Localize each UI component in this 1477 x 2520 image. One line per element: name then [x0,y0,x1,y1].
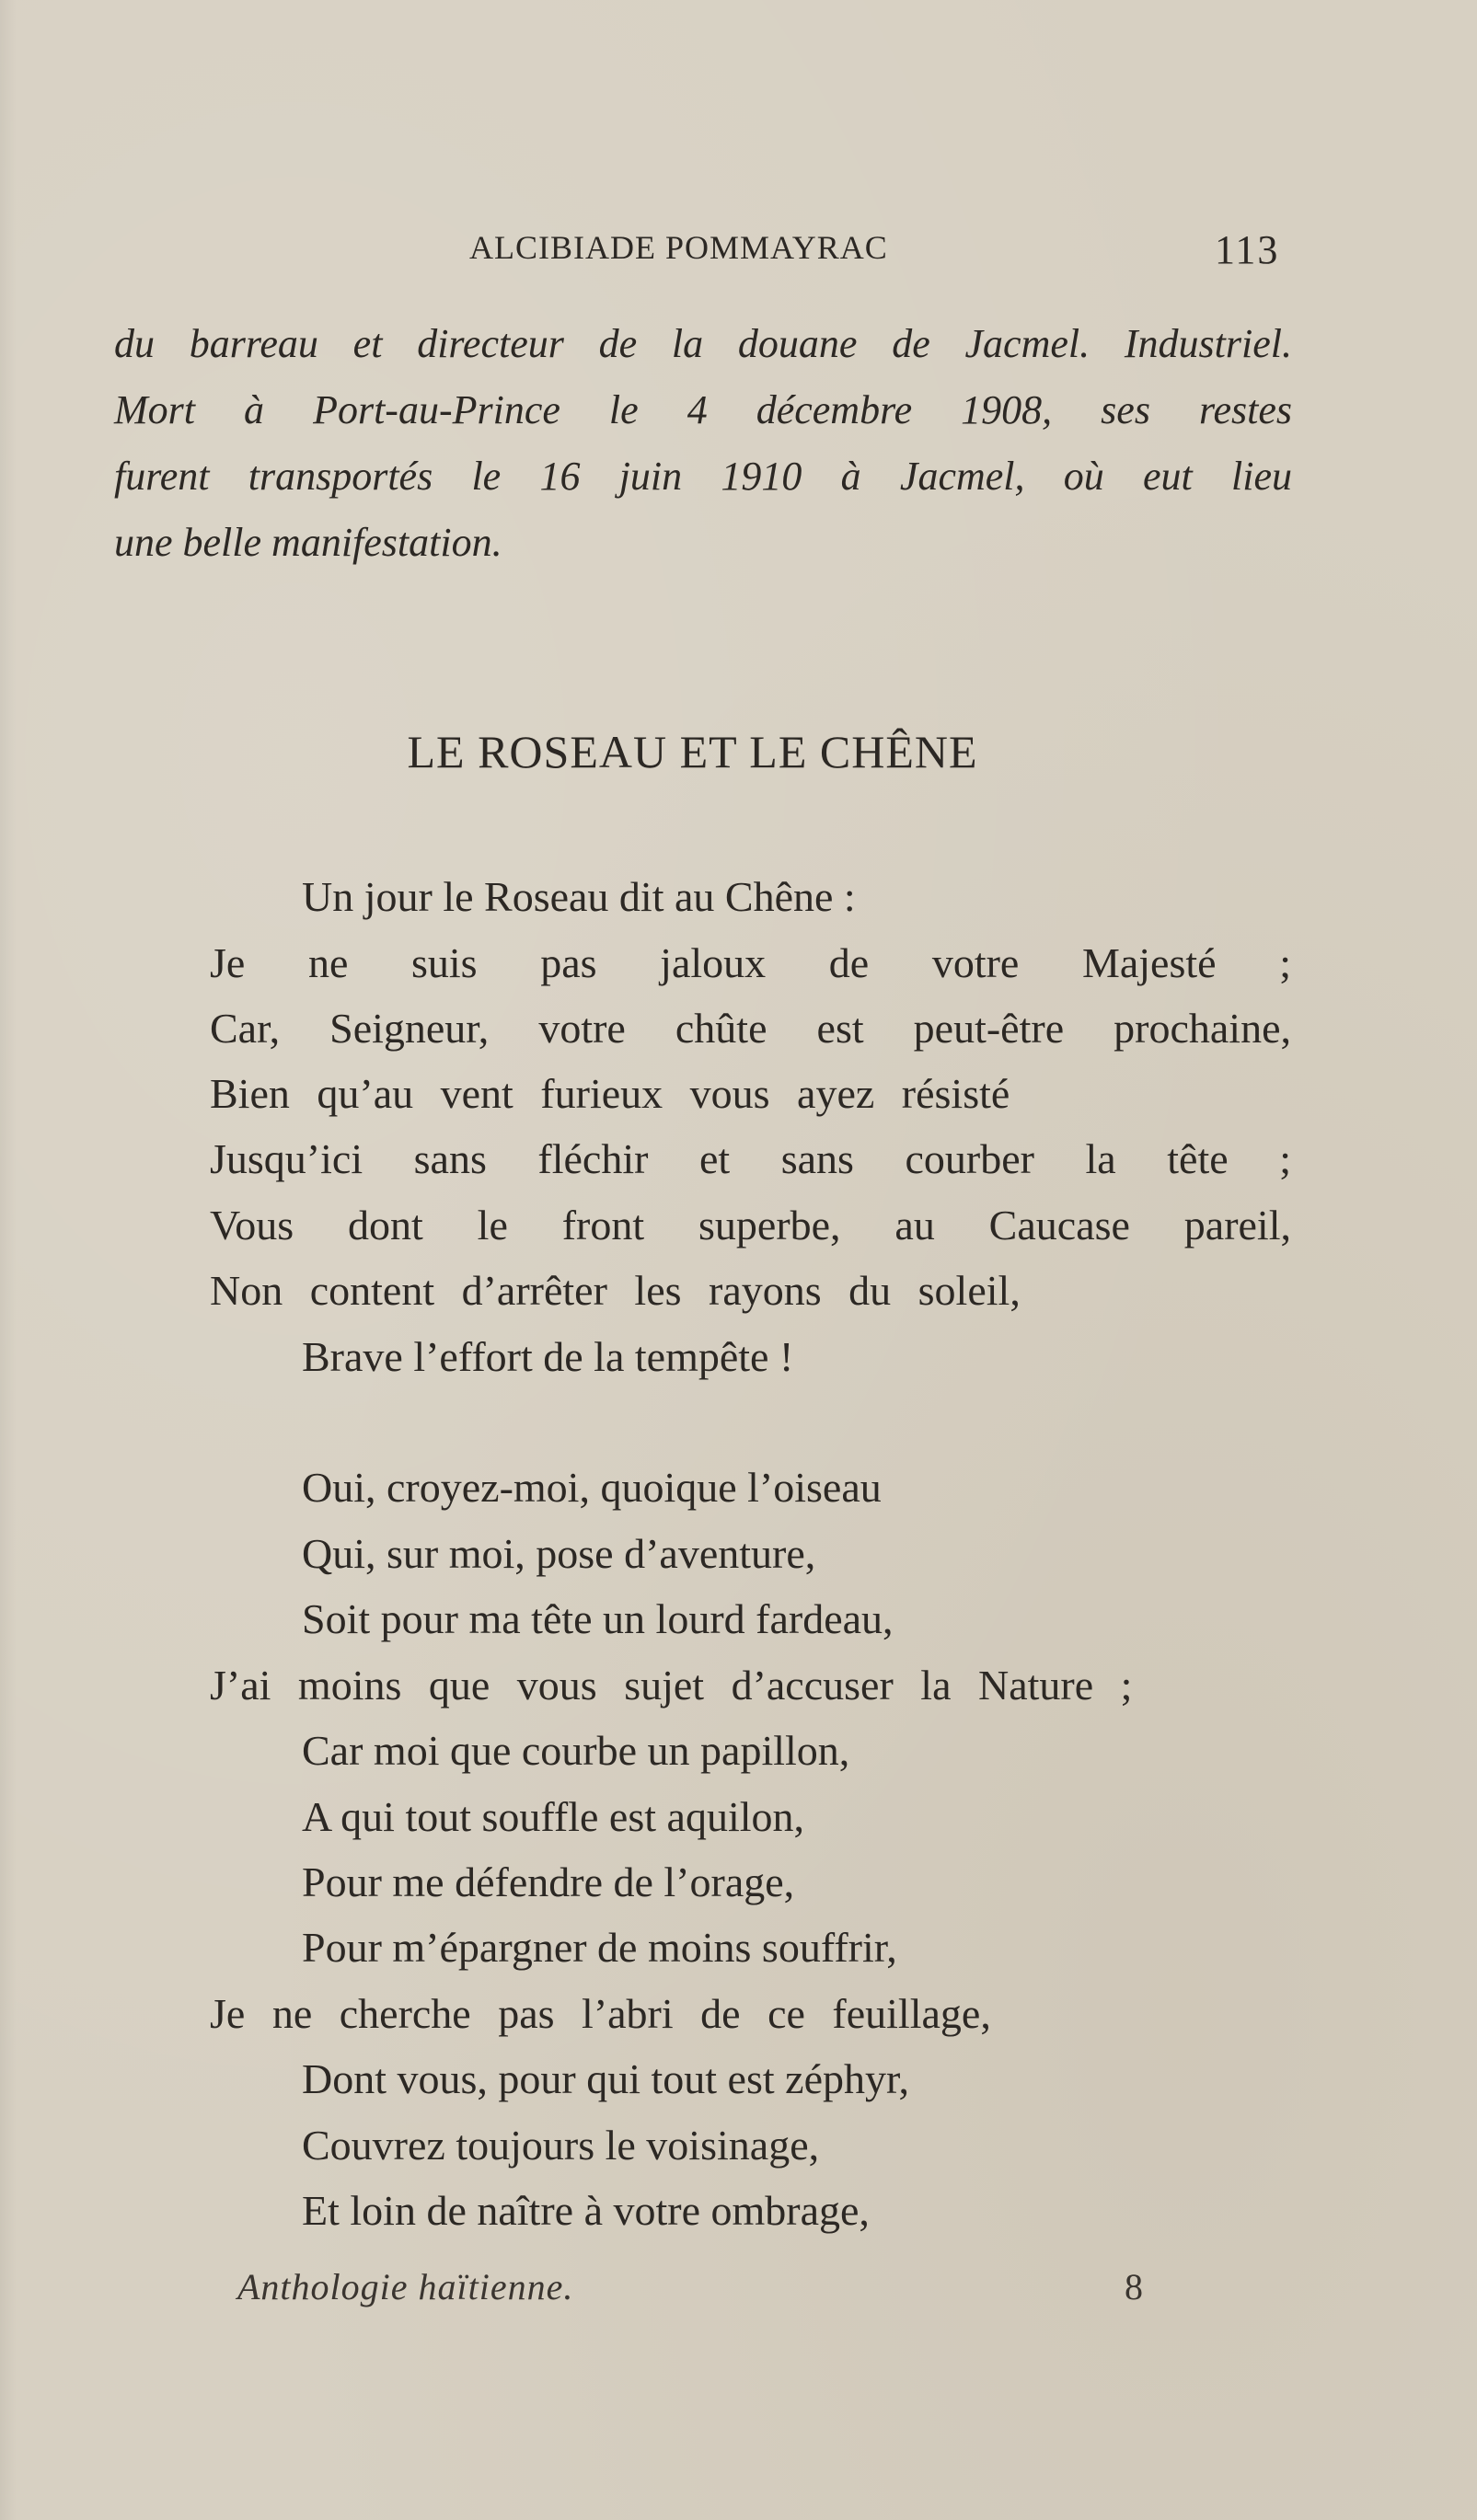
verse: Couvrez toujours le voisinage, [302,2122,820,2169]
verse: Jusqu’ici sans fléchir et sans courber la tête ; [210,1135,1291,1182]
verse: Je ne suis pas jaloux de votre Majesté ; [210,939,1291,986]
verse: A qui tout souffle est aquilon, [302,1793,805,1840]
signature-title: Anthologie haïtienne. [237,2266,574,2307]
bio-line: du barreau et directeur de la douane de Jacmel. Industriel. [114,321,1292,366]
biography-note [114,311,1292,576]
verse: Qui, sur moi, pose d’aventure, [302,1530,816,1577]
verse: Je ne cherche pas l’abri de ce feuillage, [210,1990,991,2037]
signature-number: 8 [1125,2266,1143,2307]
verse: Dont vous, pour qui tout est zéphyr, [302,2055,909,2102]
verse: Pour m’épargner de moins souffrir, [302,1924,897,1971]
page-number: 113 [1215,227,1280,272]
verse: Car moi que courbe un papillon, [302,1727,850,1774]
verse: Bien qu’au vent furieux vous ayez résisté [210,1070,1010,1117]
verse: Vous dont le front superbe, au Caucase pareil, [210,1202,1291,1248]
verse: Soit pour ma tête un lourd fardeau, [302,1595,894,1642]
verse: Un jour le Roseau dit au Chêne : [302,873,856,920]
bio-line: Mort à Port-au-Prince le 4 décembre 1908, ses restes [114,387,1292,432]
running-head-title: ALCIBIADE POMMAYRAC [469,229,888,266]
verse: Brave l’effort de la tempête ! [302,1333,794,1380]
poem-title: LE ROSEAU ET LE CHÊNE [407,726,978,777]
verse: Non content d’arrêter les rayons du soleil, [210,1267,1021,1314]
verse: Et loin de naître à votre ombrage, [302,2187,870,2234]
bio-line: une belle manifestation. [114,520,502,565]
signature-footer [0,2265,1477,2311]
verse: J’ai moins que vous sujet d’accuser la Nature ; [210,1662,1133,1709]
verse: Car, Seigneur, votre chûte est peut-être prochaine, [210,1005,1291,1052]
bio-line: furent transportés le 16 juin 1910 à Jacmel, où eut lieu [114,454,1292,499]
running-head [0,228,1477,274]
verse: Pour me défendre de l’orage, [302,1858,795,1905]
verse: Oui, croyez-moi, quoique l’oiseau [302,1464,882,1511]
